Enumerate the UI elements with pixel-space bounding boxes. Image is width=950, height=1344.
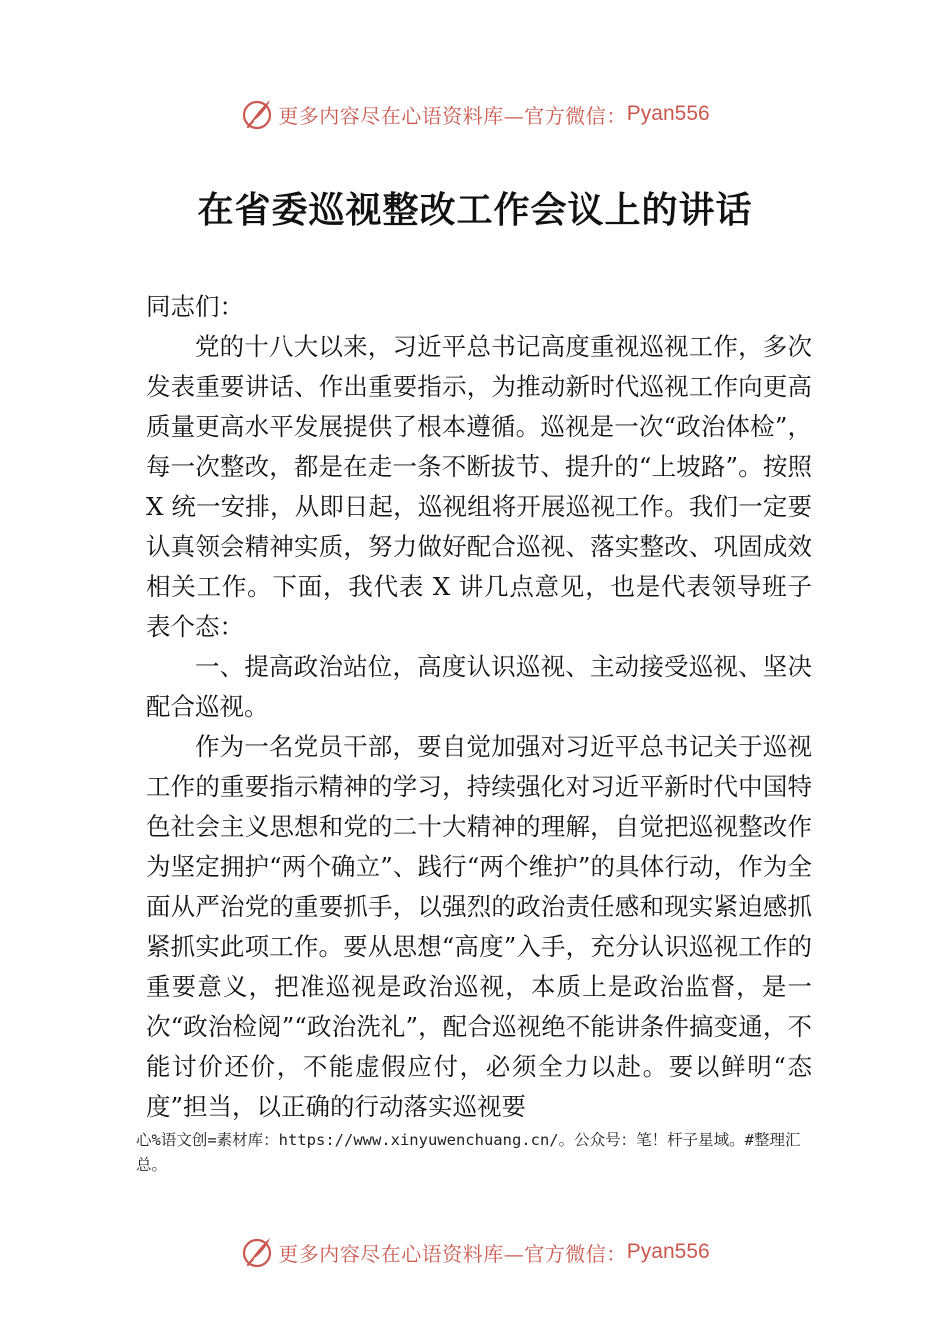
source-footnote: 心%语文创=素材库：https://www.xinyuwenchuang.cn/。公众号：笔！杆子星域。#整理汇总。 — [136, 1131, 801, 1174]
quill-pen-logo-icon — [240, 97, 274, 131]
footer-watermark-banner — [0, 1232, 950, 1272]
document-title: 在省委巡视整改工作会议上的讲话 — [197, 189, 753, 231]
banner-text: 更多内容尽在心语资料库—官方微信： — [278, 1241, 627, 1266]
header-watermark-banner — [0, 94, 950, 134]
paragraph-section-1: 作为一名党员干部，要自觉加强对习近平总书记关于巡视工作的重要指示精神的学习，持续强化对习近平新时代中国特色社会主义思想和党的二十大精神的理解，自觉把巡视整改作为坚定拥护“两个确立”、践行“两个维护”的具体行动，作为全面从严治党的重要抓手，以强烈的政治责任感和现实紧迫感抓紧抓实此项工作。要从思想“高度”入手，充分认识巡视工作的重要意义，把准巡视是政治巡视，本质上是政治监督，是一次“政治检阅”“政治洗礼”，配合巡视绝不能讲条件搞变通，不能讨价还价，不能虚假应付，必须全力以赴。要以鲜明“态度”担当，以正确的行动落实巡视要 — [146, 732, 812, 1121]
section-heading-1: 一、提高政治站位，高度认识巡视、主动接受巡视、坚决配合巡视。 — [146, 652, 812, 721]
quill-pen-logo-icon — [240, 1235, 274, 1269]
banner-wechat-id: Pyan556 — [626, 1240, 710, 1263]
paragraph-intro: 党的十八大以来，习近平总书记高度重视巡视工作，多次发表重要讲话、作出重要指示，为推动新时代巡视工作向更高质量更高水平发展提供了根本遵循。巡视是一次“政治体检”，每一次整改，都是在走一条不断拔节、提升的“上坡路”。按照 X 统一安排，从即日起，巡视组将开展巡视工作。我们一定要认真领会精神实质，努力做好配合巡视、落实整改、巩固成效相关工作。下面，我代表 X 讲几点意见，也是代表领导班子表个态： — [146, 332, 812, 641]
document-body — [146, 287, 812, 1127]
salutation: 同志们： — [146, 292, 244, 321]
banner-wechat-id: Pyan556 — [626, 102, 710, 125]
banner-text: 更多内容尽在心语资料库—官方微信： — [278, 103, 627, 128]
